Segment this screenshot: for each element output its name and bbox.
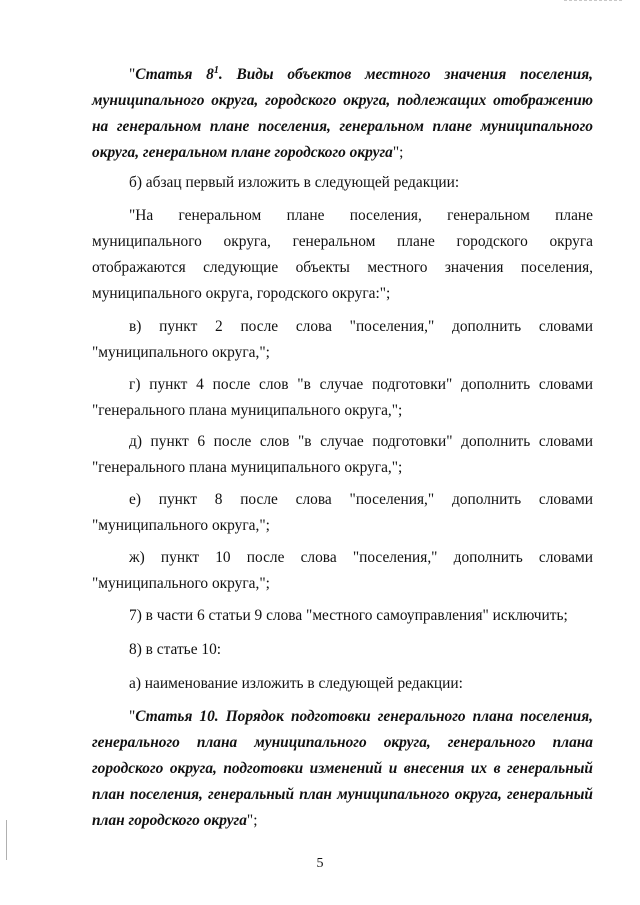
paragraph-a: а) наименование изложить в следующей редакции: xyxy=(129,675,463,692)
paragraph-g: г) пункт 4 после слов "в случае подготовки" дополнить словами "генерального плана муниципального округа,"; xyxy=(92,376,593,419)
article-10-heading xyxy=(92,704,593,834)
article-8-1-heading xyxy=(92,58,593,166)
paragraph-quote: "На генеральном плане поселения, генеральном плане муниципального округа, генеральном плане городского округа отображаются следующие объекты местного значения поселения, муниципального округа, городского округа:"; xyxy=(92,207,593,302)
close-quote: "; xyxy=(246,812,258,829)
article-8-title-start: Статья 8 xyxy=(135,66,214,84)
paragraph-7: 7) в части 6 статьи 9 слова "местного самоуправления" исключить; xyxy=(129,607,568,624)
paragraph-d: д) пункт 6 после слов "в случае подготовки" дополнить словами "генерального плана муниципального округа,"; xyxy=(92,433,593,476)
article-8-superscript: 1 xyxy=(213,65,219,76)
paragraph-v: в) пункт 2 после слова "поселения," дополнить словами "муниципального округа,"; xyxy=(92,318,593,361)
paragraph-b: б) абзац первый изложить в следующей редакции: xyxy=(129,174,460,191)
scan-corner-mark xyxy=(564,0,622,2)
article-8-title-rest: . Виды объектов местного значения поселения, муниципального округа, городского округа, подлежащих отображению на генеральном плане поселения, генеральном плане муниципального округа, генеральном плане городского округа xyxy=(92,66,593,162)
article-10-title: Статья 10. Порядок подготовки генерального плана поселения, генерального плана муниципального округа, генерального плана городского округа, подготовки изменений и внесения их в генеральный план поселения, генеральный план муниципального округа, генеральный план городского округа xyxy=(92,708,593,829)
paragraph-8: 8) в статье 10: xyxy=(129,641,222,658)
page-number: 5 xyxy=(316,856,324,871)
close-quote: "; xyxy=(392,144,404,162)
open-quote: " xyxy=(129,66,136,84)
open-quote: " xyxy=(129,708,136,725)
scan-margin-mark xyxy=(6,820,7,860)
paragraph-zh: ж) пункт 10 после слова "поселения," дополнить словами "муниципального округа,"; xyxy=(92,549,593,592)
paragraph-e: е) пункт 8 после слова "поселения," дополнить словами "муниципального округа,"; xyxy=(92,491,593,534)
